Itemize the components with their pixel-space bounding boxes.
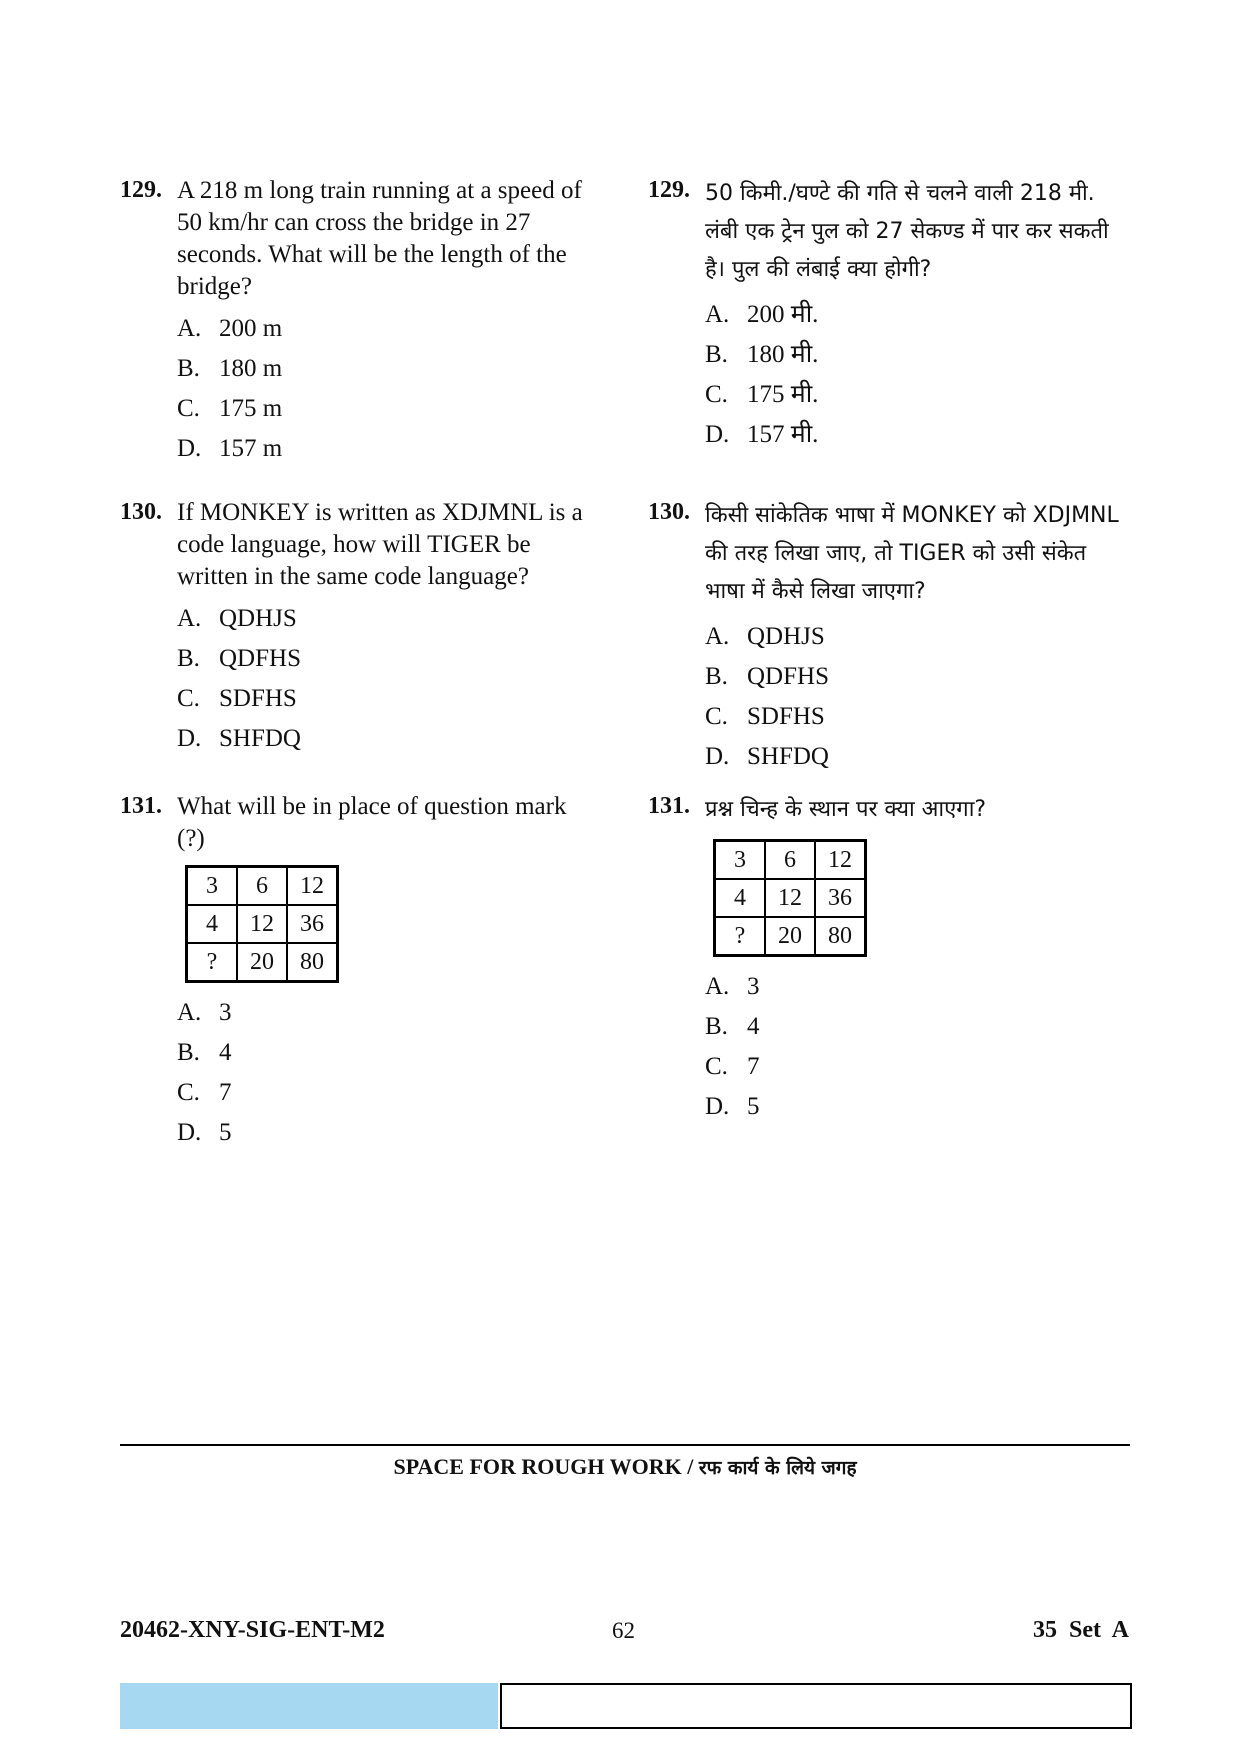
question-129-hi <box>648 175 1128 497</box>
paper-code: 20462-XNY-SIG-ENT-M2 <box>120 1617 385 1643</box>
rough-work-hi: रफ कार्य के लिये जगह <box>698 1457 857 1479</box>
option-c: C. SDFHS <box>177 685 297 712</box>
rough-work-en: SPACE FOR ROUGH WORK / <box>393 1454 694 1479</box>
option-a: A. QDHJS <box>705 623 825 650</box>
option-c: C. 175 m <box>177 395 283 422</box>
hindi-column <box>648 175 1128 1127</box>
question-130-hi <box>648 497 1128 791</box>
option-d: D. 5 <box>177 1119 232 1146</box>
english-column <box>120 175 590 1153</box>
question-131-hi <box>648 791 1128 1127</box>
question-number: 129. <box>648 177 690 203</box>
grid-cell: 12 <box>815 841 866 880</box>
question-number: 131. <box>648 793 690 819</box>
question-131-en <box>120 791 590 1153</box>
grid-row <box>187 905 338 943</box>
footer-empty-box <box>500 1683 1132 1729</box>
page-number: 62 <box>612 1618 635 1643</box>
grid-cell: 20 <box>765 917 815 956</box>
question-129-en <box>120 175 590 497</box>
question-text: If MONKEY is written as XDJMNL is a code language, how will TIGER be written in the same code language? <box>177 499 583 590</box>
set-label: 35 Set A <box>1033 1617 1129 1643</box>
grid-cell: 4 <box>187 905 238 943</box>
rough-work-divider <box>120 1444 1130 1446</box>
option-c: C. 7 <box>705 1053 760 1080</box>
option-b: B. 180 मी. <box>705 341 819 368</box>
option-a: A. QDHJS <box>177 605 297 632</box>
grid-cell: 6 <box>237 867 287 906</box>
option-a: A. 200 मी. <box>705 301 819 328</box>
option-a: A. 200 m <box>177 315 283 342</box>
footer-color-bar <box>120 1683 498 1729</box>
option-b: B. 180 m <box>177 355 283 382</box>
question-text: A 218 m long train running at a speed of 50 km/hr can cross the bridge in 27 seconds. What will be the length of the bridge? <box>177 177 582 300</box>
question-text: What will be in place of question mark (?) <box>177 793 567 852</box>
option-c: C. SDFHS <box>705 703 825 730</box>
grid-cell: 4 <box>715 879 766 917</box>
option-d: D. 5 <box>705 1093 760 1120</box>
grid-row <box>187 943 338 982</box>
grid-cell: 3 <box>715 841 766 880</box>
question-text: 50 किमी./घण्टे की गति से चलने वाली 218 मी. लंबी एक ट्रेन पुल को 27 सेकण्ड में पार कर सकती है। पुल की लंबाई क्या होगी? <box>705 181 1109 282</box>
grid-cell: 36 <box>815 879 866 917</box>
grid-cell: 36 <box>287 905 338 943</box>
options-list <box>177 309 590 469</box>
question-130-en <box>120 497 590 791</box>
question-text: किसी सांकेतिक भाषा में MONKEY को XDJMNL की तरह लिखा जाए, तो TIGER को उसी संकेत भाषा में कैसे लिखा जाएगा? <box>705 503 1119 604</box>
question-number: 131. <box>120 793 162 819</box>
options-list <box>705 967 1128 1127</box>
option-c: C. 7 <box>177 1079 232 1106</box>
option-b: B. 4 <box>177 1039 232 1066</box>
option-b: B. 4 <box>705 1013 760 1040</box>
option-b: B. QDFHS <box>705 663 829 690</box>
options-list <box>177 993 590 1153</box>
grid-cell: 80 <box>287 943 338 982</box>
option-a: A. 3 <box>705 973 760 1000</box>
grid-row <box>187 867 338 906</box>
grid-cell: 80 <box>815 917 866 956</box>
number-grid <box>185 865 339 983</box>
option-b: B. QDFHS <box>177 645 301 672</box>
rough-work-heading <box>120 1454 1130 1480</box>
options-list <box>177 599 590 759</box>
grid-cell: ? <box>715 917 766 956</box>
grid-cell: 12 <box>237 905 287 943</box>
option-c: C. 175 मी. <box>705 381 819 408</box>
number-grid <box>713 839 867 957</box>
option-a: A. 3 <box>177 999 232 1026</box>
question-number: 130. <box>648 499 690 525</box>
grid-cell: 6 <box>765 841 815 880</box>
grid-row <box>715 917 866 956</box>
grid-cell: 3 <box>187 867 238 906</box>
option-d: D. 157 m <box>177 435 283 462</box>
question-number: 129. <box>120 177 162 203</box>
option-d: D. 157 मी. <box>705 421 819 448</box>
options-list <box>705 617 1128 777</box>
grid-cell: 12 <box>287 867 338 906</box>
grid-cell: 12 <box>765 879 815 917</box>
grid-row <box>715 879 866 917</box>
grid-row <box>715 841 866 880</box>
question-number: 130. <box>120 499 162 525</box>
options-list <box>705 295 1128 455</box>
option-d: D. SHFDQ <box>705 743 829 770</box>
option-d: D. SHFDQ <box>177 725 301 752</box>
grid-cell: 20 <box>237 943 287 982</box>
question-text: प्रश्न चिन्ह के स्थान पर क्या आएगा? <box>705 797 987 822</box>
grid-cell: ? <box>187 943 238 982</box>
